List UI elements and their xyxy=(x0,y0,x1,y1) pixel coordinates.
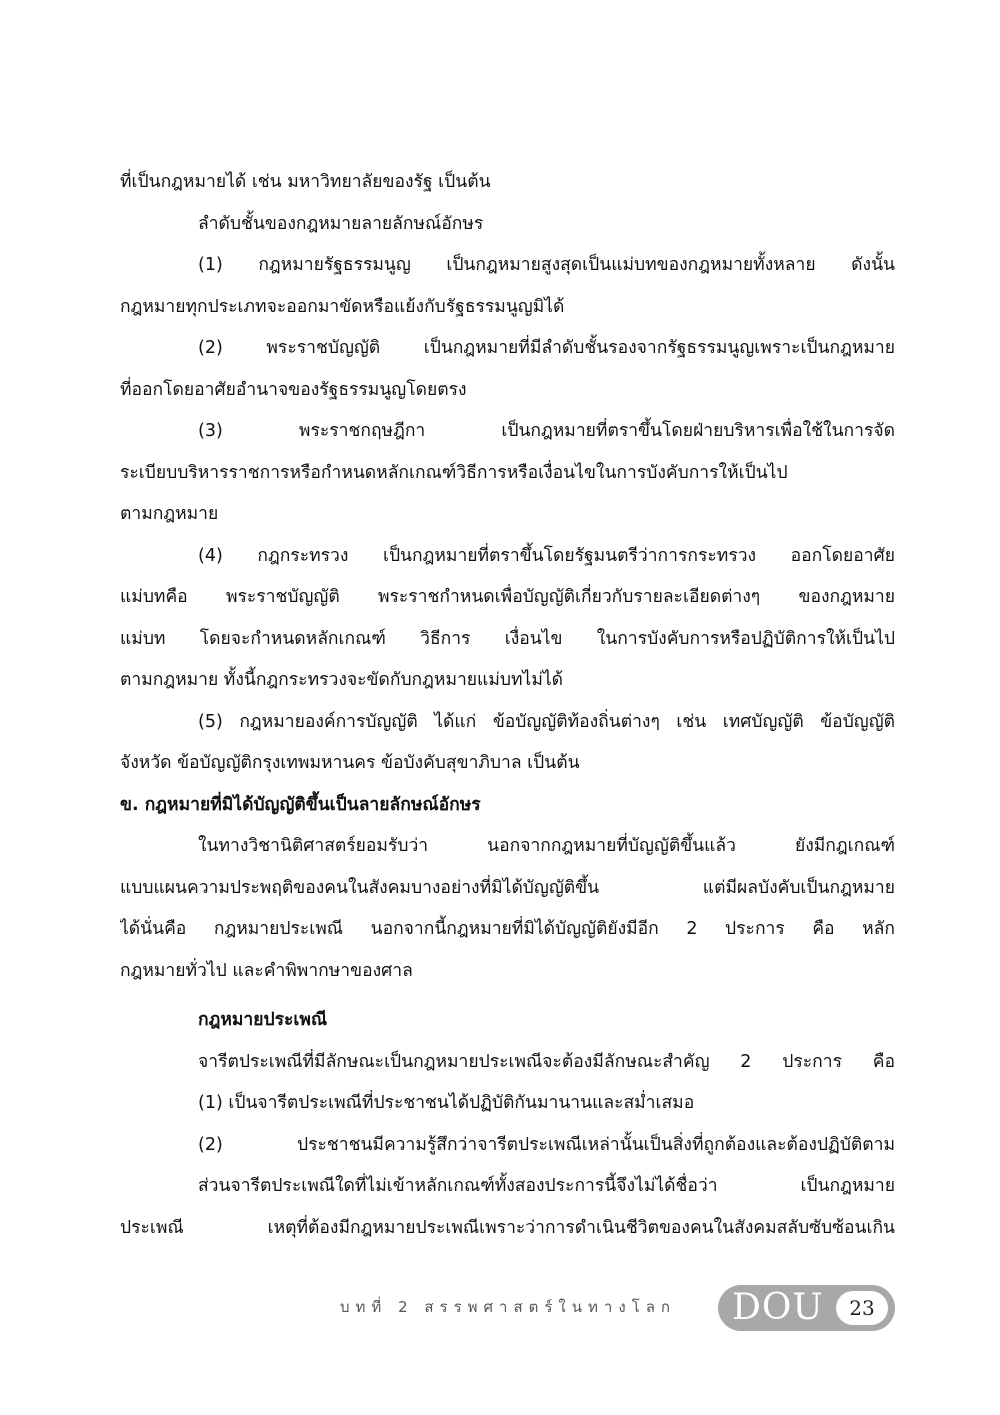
paragraph-line: จารีตประเพณีที่มีลักษณะเป็นกฎหมายประเพณีจะต้องมีลักษณะสำคัญ 2 ประการ คือ xyxy=(198,1051,895,1072)
paragraph-line: (1) เป็นจารีตประเพณีที่ประชาชนได้ปฏิบัติกันมานานและสม่ำเสมอ xyxy=(198,1093,695,1113)
paragraph-line: ตามกฎหมาย ทั้งนี้กฎกระทรวงจะขัดกับกฎหมายแม่บทไม่ได้ xyxy=(120,670,564,690)
paragraph-line: จังหวัด ข้อบัญญัติกรุงเทพมหานคร ข้อบังคับสุขาภิบาล เป็นต้น xyxy=(120,753,580,773)
paragraph-line: ระเบียบบริหารราชการหรือกำหนดหลักเกณฑ์วิธีการหรือเงื่อนไขในการบังคับการให้เป็นไป xyxy=(120,462,788,483)
dou-badge xyxy=(718,1285,895,1331)
spacer xyxy=(120,992,895,1000)
paragraph-line: แบบแผนความประพฤติของคนในสังคมบางอย่างที่มิได้บัญญัติขึ้น แต่มีผลบังคับเป็นกฎหมาย xyxy=(120,877,895,898)
paragraph-line: ลำดับชั้นของกฎหมายลายลักษณ์อักษร xyxy=(198,213,484,234)
paragraph-line: กฎหมายทุกประเภทจะออกมาขัดหรือแย้งกับรัฐธรรมนูญมิได้ xyxy=(120,296,565,317)
paragraph-line: แม่บท โดยจะกำหนดหลักเกณฑ์ วิธีการ เงื่อนไข ในการบังคับการหรือปฏิบัติการให้เป็นไป xyxy=(120,628,895,649)
paragraph-line: (1) กฎหมายรัฐธรรมนูญ เป็นกฎหมายสูงสุดเป็นแม่บทของกฎหมายทั้งหลาย ดังนั้น xyxy=(198,255,895,275)
paragraph-line: ได้นั่นคือ กฎหมายประเพณี นอกจากนี้กฎหมายที่มิได้บัญญัติยังมีอีก 2 ประการ คือ หลัก xyxy=(120,919,895,939)
chapter-title: บทที่ 2 สรรพศาสตร์ในทางโลก xyxy=(340,1298,676,1316)
subsection-heading: กฎหมายประเพณี xyxy=(198,1010,328,1030)
paragraph-line: ตามกฎหมาย xyxy=(120,504,219,524)
paragraph-line: ส่วนจารีตประเพณีใดที่ไม่เข้าหลักเกณฑ์ทั้งสองประการนี้จึงไม่ได้ชื่อว่า เป็นกฎหมาย xyxy=(198,1176,895,1196)
paragraph-line: ในทางวิชานิติศาสตร์ยอมรับว่า นอกจากกฎหมายที่บัญญัติขึ้นแล้ว ยังมีกฎเกณฑ์ xyxy=(198,836,895,856)
page-number: 23 xyxy=(836,1291,888,1325)
paragraph-line: (2) พระราชบัญญัติ เป็นกฎหมายที่มีลำดับชั้นรองจากรัฐธรรมนูญเพราะเป็นกฎหมาย xyxy=(198,338,895,358)
paragraph-line: (5) กฎหมายองค์การบัญญัติ ได้แก่ ข้อบัญญัติท้องถิ่นต่างๆ เช่น เทศบัญญัติ ข้อบัญญัติ xyxy=(198,711,895,732)
paragraph-line: ที่เป็นกฎหมายได้ เช่น มหาวิทยาลัยของรัฐ เป็นต้น xyxy=(120,172,491,192)
paragraph-line: (3) พระราชกฤษฎีกา เป็นกฎหมายที่ตราขึ้นโดยฝ่ายบริหารเพื่อใช้ในการจัด xyxy=(198,421,895,441)
section-heading: ข. กฎหมายที่มิได้บัญญัติขึ้นเป็นลายลักษณ์อักษร xyxy=(120,794,481,815)
paragraph-line: กฎหมายทั่วไป และคำพิพากษาของศาล xyxy=(120,960,413,981)
paragraph-line: ที่ออกโดยอาศัยอำนาจของรัฐธรรมนูญโดยตรง xyxy=(120,379,467,400)
paragraph-line: (4) กฎกระทรวง เป็นกฎหมายที่ตราขึ้นโดยรัฐมนตรีว่าการกระทรวง ออกโดยอาศัย xyxy=(198,545,895,566)
page-footer xyxy=(340,1285,900,1333)
paragraph-line: (2) ประชาชนมีความรู้สึกว่าจารีตประเพณีเหล่านั้นเป็นสิ่งที่ถูกต้องและต้องปฏิบัติตาม xyxy=(198,1134,895,1155)
paragraph-line: แม่บทคือ พระราชบัญญัติ พระราชกำหนดเพื่อบัญญัติเกี่ยวกับรายละเอียดต่างๆ ของกฎหมาย xyxy=(120,587,895,607)
dou-logo: DOU xyxy=(732,1287,824,1328)
paragraph-line: ประเพณี เหตุที่ต้องมีกฎหมายประเพณีเพราะว่าการดำเนินชีวิตของคนในสังคมสลับซับซ้อนเกิน xyxy=(120,1217,895,1238)
body-text xyxy=(120,162,895,1249)
